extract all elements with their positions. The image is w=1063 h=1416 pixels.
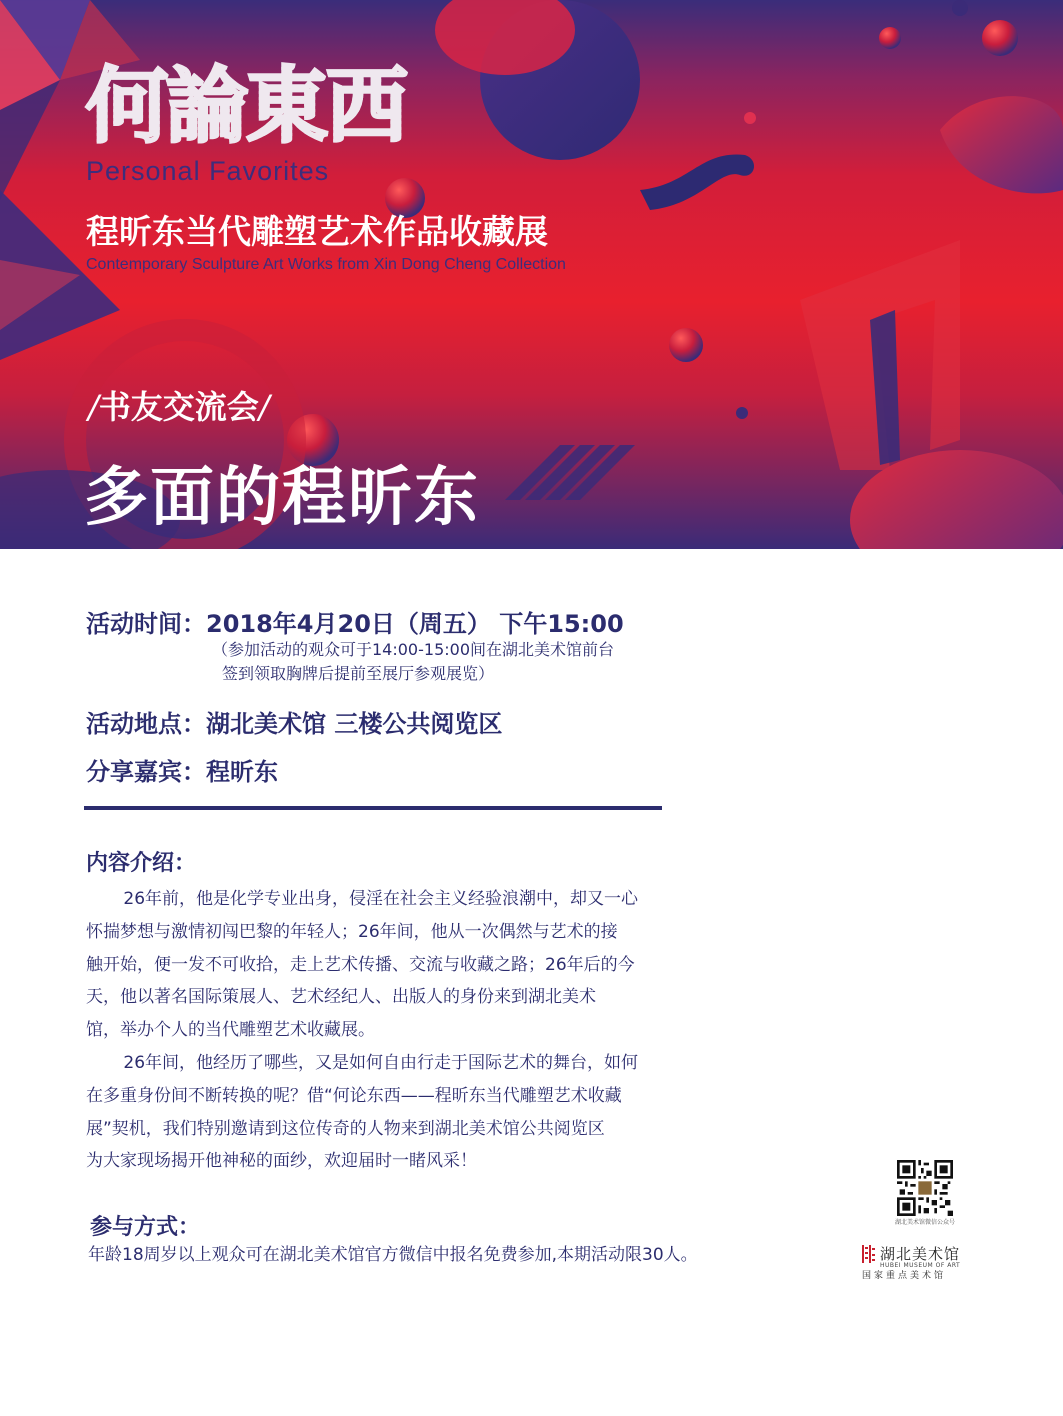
content-paragraph-2 xyxy=(86,1047,666,1178)
logo-title: 何論東西 xyxy=(86,59,407,154)
content-paragraph-1 xyxy=(86,883,666,1047)
event-time-note-2: 签到领取胸牌后提前至展厅参观展览） xyxy=(222,664,495,683)
event-title: 多面的程昕东 xyxy=(84,461,480,535)
para1-line: 26年前，他是化学专业出身，侵淫在社会主义经验浪潮中，却又一心 xyxy=(123,889,639,909)
slash-right: / xyxy=(258,388,270,426)
exhibition-title: 程昕东当代雕塑艺术作品收藏展 xyxy=(86,212,548,251)
participation-text: 年龄18周岁以上观众可在湖北美术馆官方微信中报名免费参加,本期活动限30人。 xyxy=(88,1245,698,1265)
museum-subtitle: 国家重点美术馆 xyxy=(862,1271,947,1281)
para1-line: 天，他以著名国际策展人、艺术经纪人、出版人的身份来到湖北美术 xyxy=(86,987,596,1008)
event-time: 活动时间：2018年4月20日（周五） 下午15:00 xyxy=(86,610,624,638)
museum-mark-icon xyxy=(862,1245,875,1263)
para2-line: 26年间，他经历了哪些，又是如何自由行走于国际艺术的舞台，如何 xyxy=(123,1053,639,1073)
participation-title: 参与方式： xyxy=(90,1215,201,1240)
event-type xyxy=(88,382,270,428)
para1-line: 怀揣梦想与激情初闯巴黎的年轻人；26年间，他从一次偶然与艺术的接 xyxy=(86,921,618,942)
section-divider xyxy=(84,806,662,810)
event-type-label: 书友交流会 xyxy=(98,388,259,426)
event-guest: 分享嘉宾：程昕东 xyxy=(86,758,278,786)
qr-caption: 湖北美术馆微信公众号 xyxy=(894,1219,955,1226)
para1-line: 馆，举办个人的当代雕塑艺术收藏展。 xyxy=(86,1020,375,1041)
museum-name-en: HUBEI MUSEUM OF ART xyxy=(880,1262,961,1269)
slash-left: / xyxy=(88,388,99,426)
para1-line: 触开始，便一发不可收拾，走上艺术传播、交流与收藏之路；26年后的今 xyxy=(86,954,635,975)
logo-subtitle: Personal Favorites xyxy=(86,156,330,186)
hero-banner xyxy=(0,0,1063,549)
event-time-note-1: （参加活动的观众可于14:00-15:00间在湖北美术馆前台 xyxy=(212,640,614,659)
para2-line: 在多重身份间不断转换的呢？借“何论东西——程昕东当代雕塑艺术收藏 xyxy=(86,1085,622,1106)
content-title: 内容介绍： xyxy=(86,851,197,876)
exhibition-subtitle: Contemporary Sculpture Art Works from Xin Dong Cheng Collection xyxy=(86,256,566,273)
museum-name: 湖北美术馆 xyxy=(880,1245,961,1263)
para2-line: 为大家现场揭开他神秘的面纱，欢迎届时一睹风采！ xyxy=(86,1151,477,1172)
event-location: 活动地点：湖北美术馆 三楼公共阅览区 xyxy=(86,710,503,738)
para2-line: 展”契机，我们特别邀请到这位传奇的人物来到湖北美术馆公共阅览区 xyxy=(86,1118,605,1139)
wechat-qr-code[interactable] xyxy=(897,1160,953,1216)
